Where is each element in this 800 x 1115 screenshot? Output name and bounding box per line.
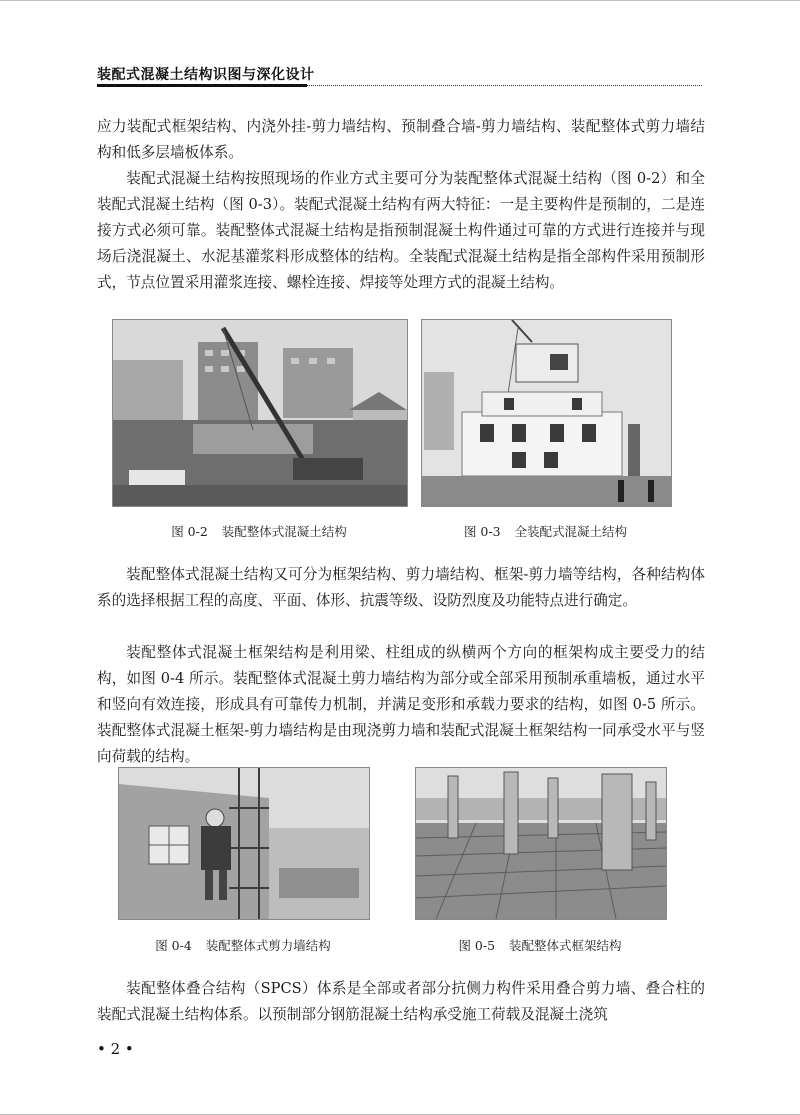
running-head-title: 装配式混凝土结构识图与深化设计 [97, 67, 315, 83]
paragraph-3: 装配整体式混凝土结构又可分为框架结构、剪力墙结构、框架-剪力墙等结构，各种结构体系的选择根据工程的高度、平面、体形、抗震等级、设防烈度及功能特点进行确定。 [97, 566, 705, 609]
figure-0-4-photo [118, 767, 370, 920]
header-rule-thick [97, 84, 307, 87]
figure-title: 装配整体式剪力墙结构 [205, 938, 331, 953]
figure-0-4-caption [118, 936, 368, 954]
figure-title: 全装配式混凝土结构 [514, 524, 628, 539]
paragraph-5: 装配整体叠合结构（SPCS）体系是全部或者部分抗侧力构件采用叠合剪力墙、叠合柱的装配式混凝土结构体系。以预制部分钢筋混凝土结构承受施工荷载及混凝土浇筑 [97, 980, 705, 1023]
paragraph-2: 装配式混凝土结构按照现场的作业方式主要可分为装配整体式混凝土结构（图 0-2）和全装配式混凝土结构（图 0-3）。装配式混凝土结构有两大特征：一是主要构件是预制的，二是连接方式必须可靠。装配整体式混凝土结构是指预制混凝土构件通过可靠的方式进行连接并与现场后浇混凝土、水泥基灌浆料形成整体的结构。全装配式混凝土结构是指全部构件采用预制形式，节点位置采用灌浆连接、螺栓连接、焊接等处理方式的混凝土结构。 [97, 170, 705, 291]
figure-title: 装配整体式框架结构 [509, 938, 622, 953]
figure-title: 装配整体式混凝土结构 [221, 524, 347, 539]
figure-0-2-caption [112, 522, 406, 540]
figure-number: 图 0-3 [463, 524, 501, 539]
figure-0-3-photo [421, 319, 672, 507]
figure-number: 图 0-4 [155, 938, 192, 953]
figure-number: 图 0-2 [171, 524, 208, 539]
figure-0-5-caption [415, 936, 665, 954]
figure-number: 图 0-5 [458, 938, 496, 953]
paragraph-1: 应力装配式框架结构、内浇外挂-剪力墙结构、预制叠合墙-剪力墙结构、装配整体式剪力墙结构和低多层墙板体系。 [97, 118, 705, 161]
figure-0-3-caption [421, 522, 670, 540]
figure-0-2-photo [112, 319, 408, 507]
paragraph-4: 装配整体式混凝土框架结构是利用梁、柱组成的纵横两个方向的框架构成主要受力的结构，如图 0-4 所示。装配整体式混凝土剪力墙结构为部分或全部采用预制承重墙板，通过水平和竖向有效连接，形成具有可靠传力机制，并满足变形和承载力要求的结构，如图 0-5 所示。装配整体式混凝土框架-剪力墙结构是由现浇剪力墙和装配式混凝土框架结构一同承受水平与竖向荷载的结构。 [97, 644, 705, 765]
figure-0-5-photo [415, 767, 667, 920]
header-rule-dotted [307, 85, 702, 86]
top-border [0, 0, 800, 1]
page-number: • 2 • [97, 1040, 134, 1058]
